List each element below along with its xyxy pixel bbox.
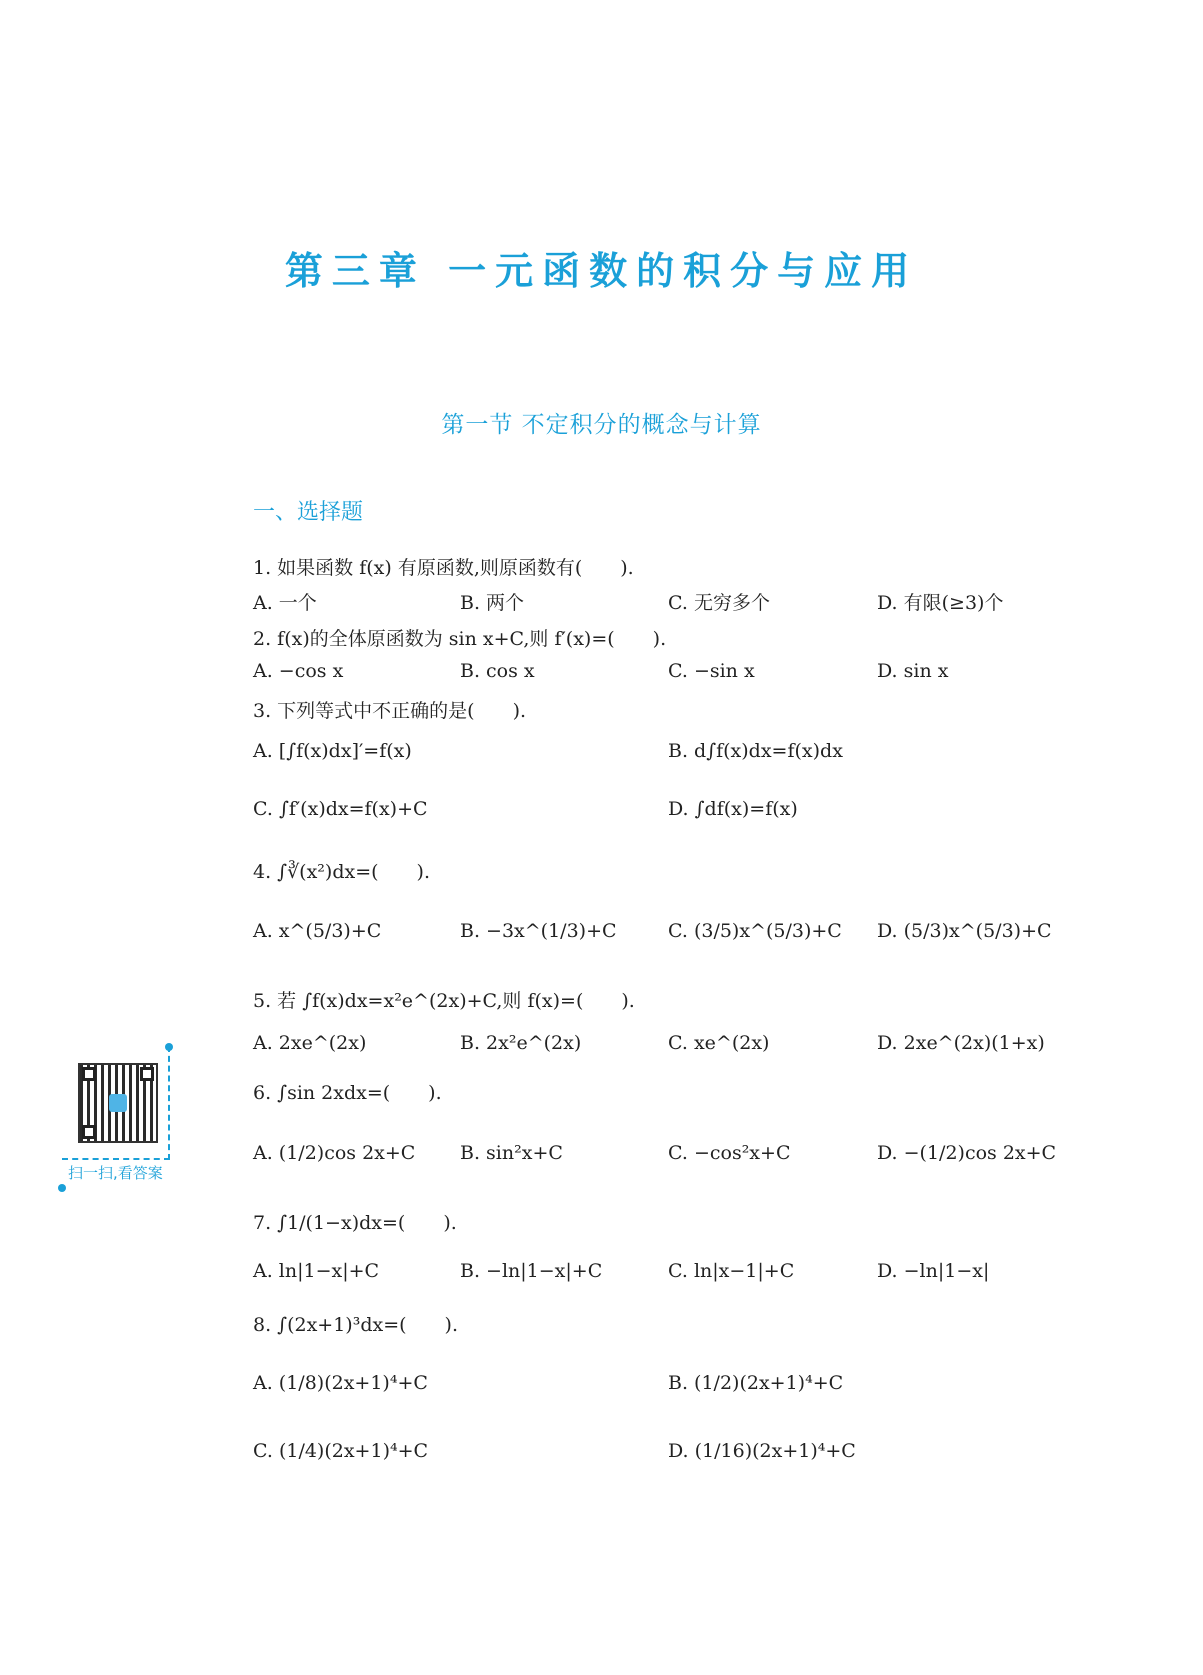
question-1-stem: 1. 如果函数 f(x) 有原函数,则原函数有( ). <box>253 557 634 579</box>
frame-dot-top <box>165 1043 173 1051</box>
question-4-stem: 4. ∫∛(x²)dx=( ). <box>253 861 430 883</box>
question-5-option-c: C. xe^(2x) <box>668 1032 770 1054</box>
question-3-stem: 3. 下列等式中不正确的是( ). <box>253 700 527 722</box>
question-2-option-c: C. −sin x <box>668 660 755 682</box>
question-6-stem: 6. ∫sin 2xdx=( ). <box>253 1082 442 1104</box>
question-7-option-c: C. ln|x−1|+C <box>668 1260 795 1282</box>
question-8-option-a: A. (1/8)(2x+1)⁴+C <box>253 1372 428 1394</box>
question-3-option-a: A. [∫f(x)dx]′=f(x) <box>253 740 412 762</box>
question-6-option-b: B. sin²x+C <box>460 1142 563 1164</box>
question-7-stem: 7. ∫1/(1−x)dx=( ). <box>253 1212 457 1234</box>
question-4-option-c: C. (3/5)x^(5/3)+C <box>668 920 842 942</box>
question-5-stem: 5. 若 ∫f(x)dx=x²e^(2x)+C,则 f(x)=( ). <box>253 990 635 1012</box>
frame-dot-bottom <box>58 1184 66 1192</box>
question-5-option-d: D. 2xe^(2x)(1+x) <box>877 1032 1045 1054</box>
question-8-option-d: D. (1/16)(2x+1)⁴+C <box>668 1440 856 1462</box>
question-8-option-c: C. (1/4)(2x+1)⁴+C <box>253 1440 429 1462</box>
question-1-option-c: C. 无穷多个 <box>668 592 770 614</box>
question-3-option-d: D. ∫df(x)=f(x) <box>668 798 798 820</box>
question-3-option-c: C. ∫f′(x)dx=f(x)+C <box>253 798 428 820</box>
qr-code-icon[interactable] <box>78 1063 158 1143</box>
question-7-option-d: D. −ln|1−x| <box>877 1260 990 1282</box>
section-title: 第一节 不定积分的概念与计算 <box>441 412 762 438</box>
question-7-option-b: B. −ln|1−x|+C <box>460 1260 603 1282</box>
part-title: 一、选择题 <box>253 500 364 525</box>
question-4-option-a: A. x^(5/3)+C <box>253 920 382 942</box>
question-5-option-a: A. 2xe^(2x) <box>253 1032 367 1054</box>
chapter-title: 第三章 一元函数的积分与应用 <box>284 249 919 293</box>
question-3-option-b: B. d∫f(x)dx=f(x)dx <box>668 740 843 762</box>
question-8-stem: 8. ∫(2x+1)³dx=( ). <box>253 1314 458 1336</box>
question-1-option-d: D. 有限(≥3)个 <box>877 592 1004 614</box>
question-2-option-b: B. cos x <box>460 660 535 682</box>
question-5-option-b: B. 2x²e^(2x) <box>460 1032 582 1054</box>
question-6-option-d: D. −(1/2)cos 2x+C <box>877 1142 1057 1164</box>
question-7-option-a: A. ln|1−x|+C <box>253 1260 380 1282</box>
question-6-option-a: A. (1/2)cos 2x+C <box>253 1142 416 1164</box>
question-6-option-c: C. −cos²x+C <box>668 1142 791 1164</box>
qr-label: 扫一扫,看答案 <box>68 1164 163 1182</box>
question-4-option-b: B. −3x^(1/3)+C <box>460 920 617 942</box>
question-1-option-b: B. 两个 <box>460 592 525 614</box>
question-8-option-b: B. (1/2)(2x+1)⁴+C <box>668 1372 844 1394</box>
question-2-stem: 2. f(x)的全体原函数为 sin x+C,则 f′(x)=( ). <box>253 628 667 650</box>
question-2-option-a: A. −cos x <box>253 660 344 682</box>
question-1-option-a: A. 一个 <box>253 592 317 614</box>
question-4-option-d: D. (5/3)x^(5/3)+C <box>877 920 1052 942</box>
qr-center-logo-icon <box>109 1094 127 1112</box>
question-2-option-d: D. sin x <box>877 660 949 682</box>
